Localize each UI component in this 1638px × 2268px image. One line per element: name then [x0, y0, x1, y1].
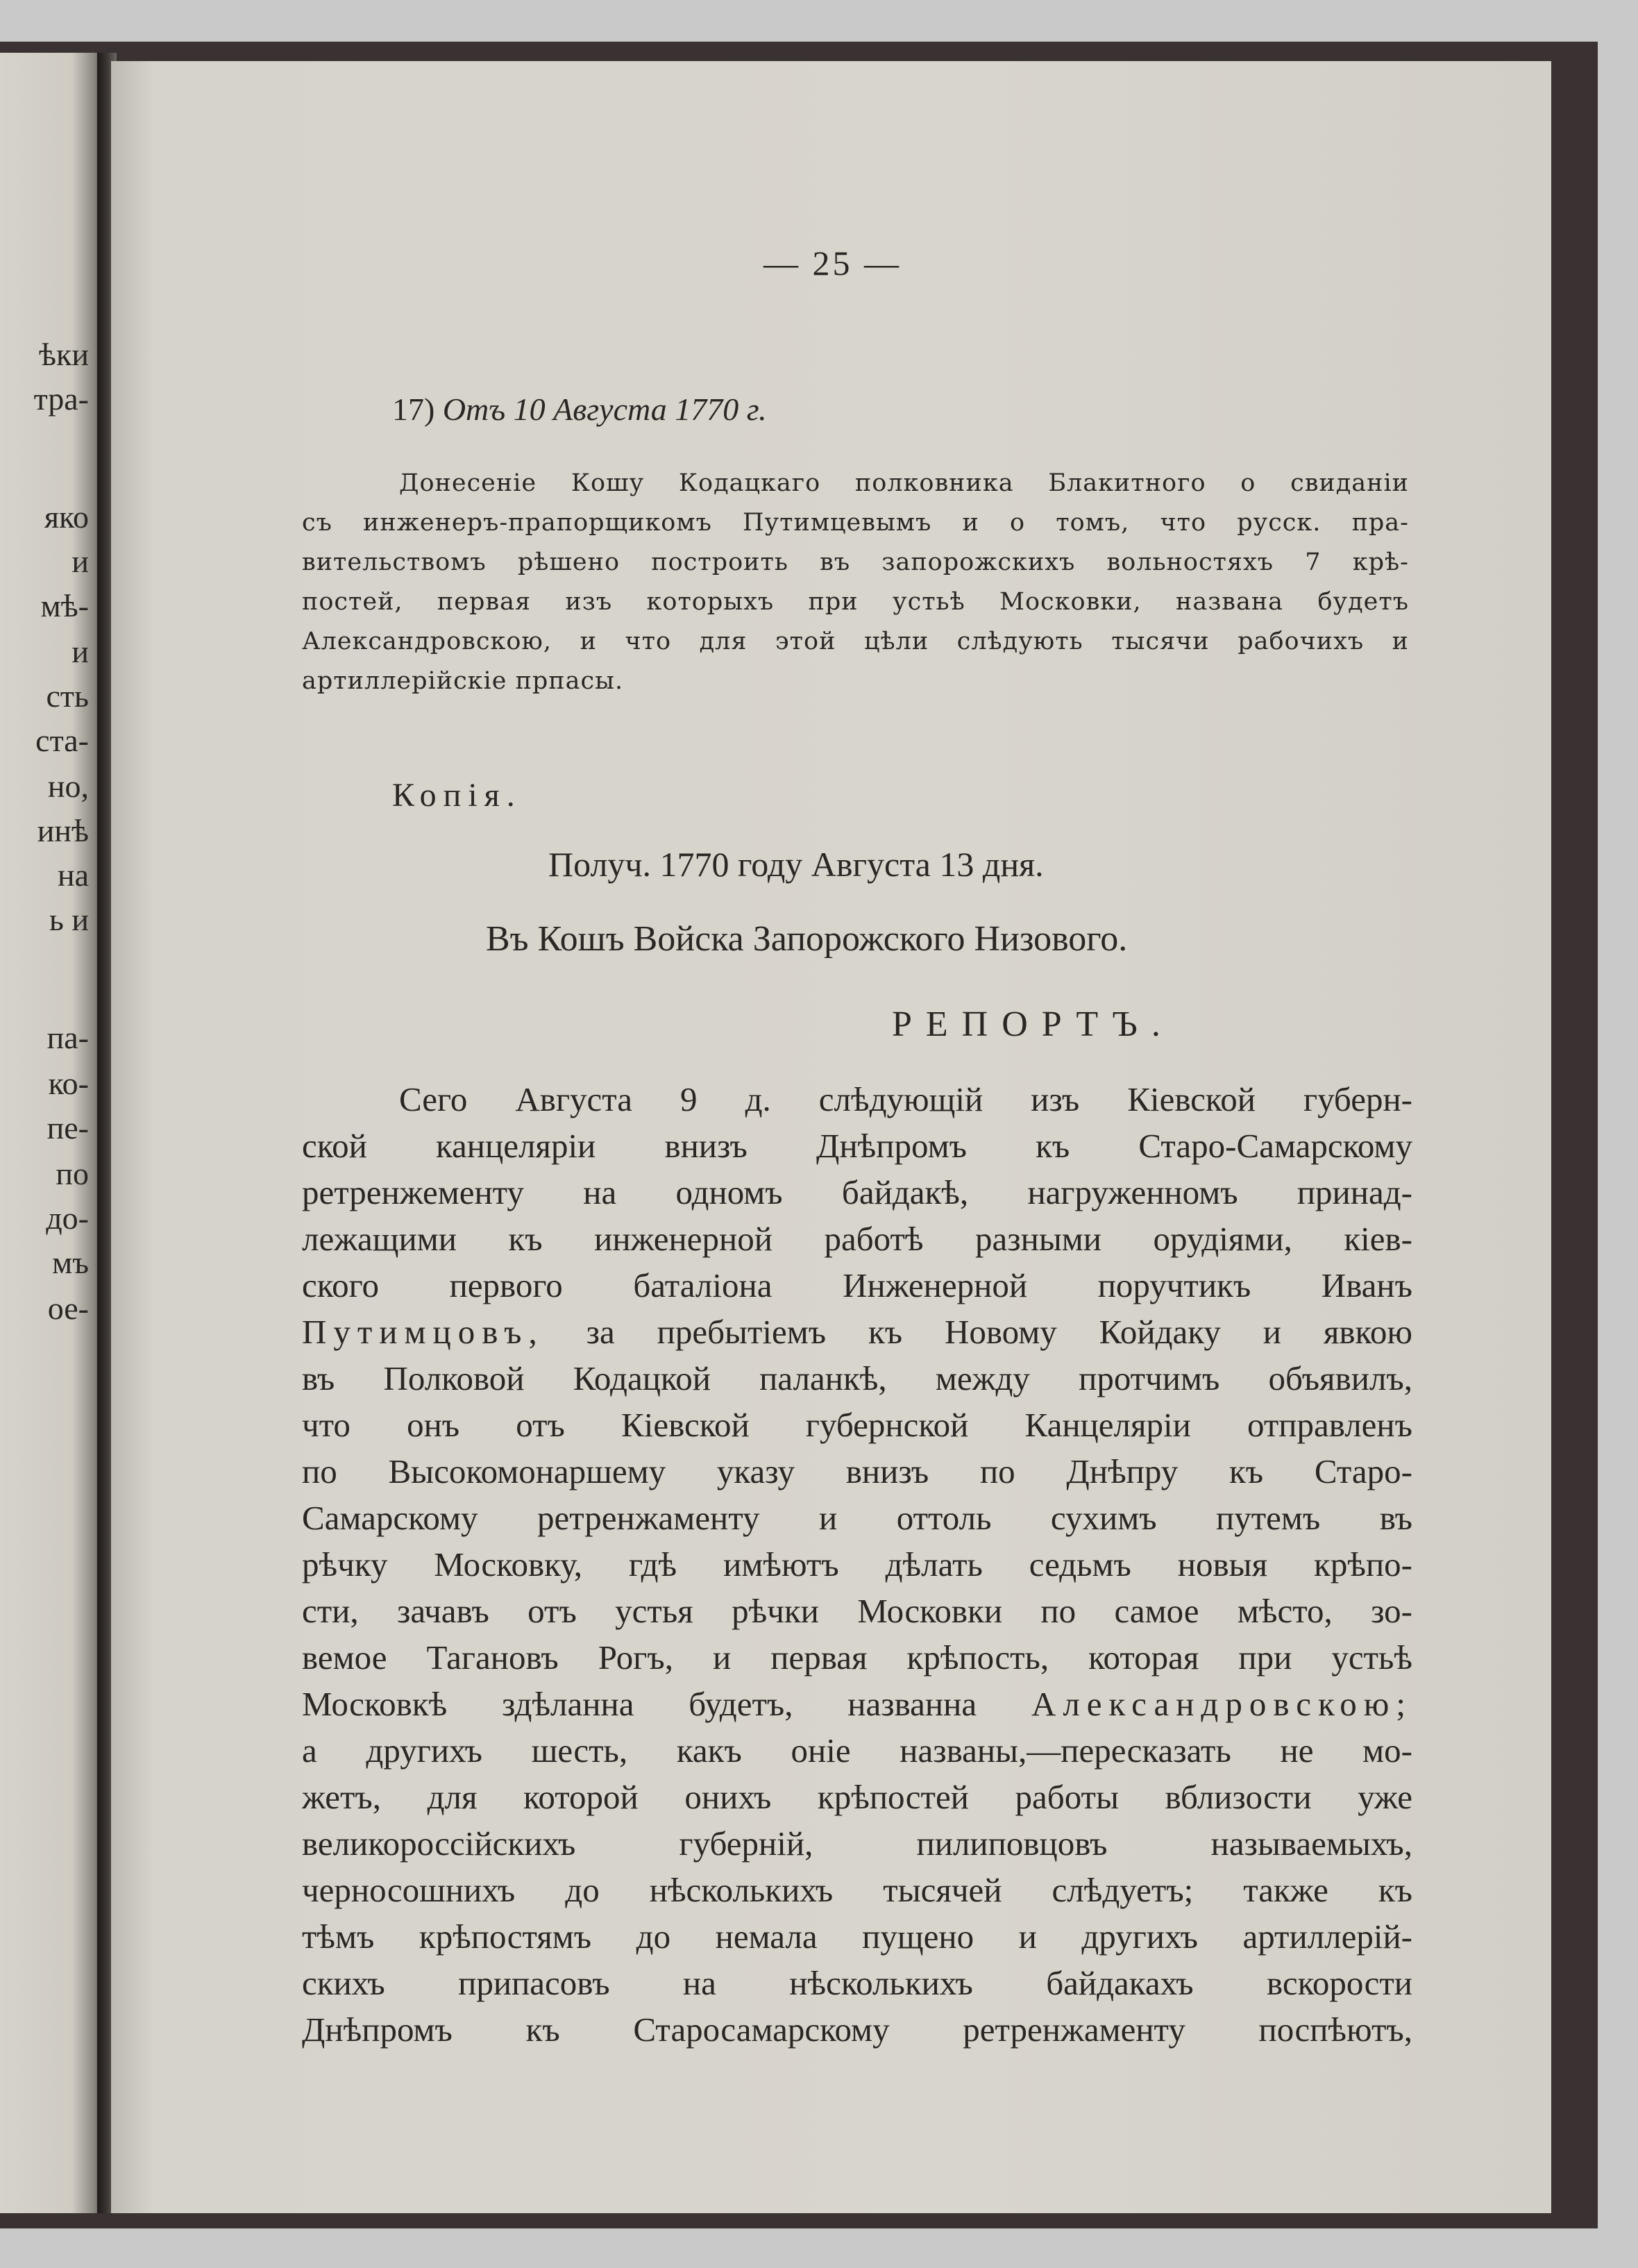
left-fragment: мъ: [52, 1245, 89, 1280]
left-fragment: пе-: [47, 1110, 89, 1145]
summary-line: Александровскою, и что для этой цѣли слѣдують тысячи рабочихъ и: [302, 628, 1409, 655]
book-page: [111, 61, 1551, 2213]
summary-line: артиллерійскіе прпасы.: [302, 667, 624, 695]
entry-number: 17): [392, 392, 435, 427]
body-line: [302, 1681, 1412, 1727]
left-fragment: и: [71, 634, 89, 669]
page-number: — 25 —: [763, 244, 902, 283]
person-name: Путимцовъ,: [302, 1313, 544, 1351]
body-line: а другихъ шесть, какъ оніе названы,—пересказать не мо-: [302, 1731, 1412, 1770]
copy-label: Копія.: [392, 777, 522, 814]
body-line: тѣмъ крѣпостямъ до немала пущено и другихъ артиллерій-: [302, 1917, 1412, 1956]
body-line: лежащими къ инженерной работѣ разными орудіями, кiев-: [302, 1220, 1412, 1258]
summary-line: съ инженеръ-прапорщикомъ Путимцевымъ и о томъ, что русск. пра-: [302, 509, 1409, 537]
body-line: рѣчку Московку, гдѣ имѣютъ дѣлать седьмъ новыя крѣпо-: [302, 1545, 1412, 1584]
body-line: Днѣпромъ къ Старосамарскому ретренжаменту поспѣютъ,: [302, 2010, 1412, 2049]
entry-date: Отъ 10 Августа 1770 г.: [442, 392, 767, 427]
left-fragment: и: [71, 544, 89, 579]
summary-line: Донесеніе Кошу Кодацкаго полковника Блакитного о свиданіи: [399, 469, 1409, 497]
body-line: [302, 1309, 1412, 1355]
left-fragment: ко-: [48, 1066, 89, 1101]
body-line-pre: Московкѣ здѣланна будетъ, названна: [302, 1685, 1031, 1723]
left-fragment: по: [56, 1156, 89, 1191]
left-fragment: ь и: [49, 902, 89, 937]
left-fragment: па-: [47, 1020, 89, 1055]
body-line: въ Полковой Кодацкой паланкѣ, между протчимъ объявилъ,: [302, 1359, 1412, 1397]
left-fragment: до-: [46, 1200, 89, 1236]
left-fragment: яко: [44, 499, 89, 535]
body-line: Сего Августа 9 д. слѣдующій изъ Кіевской губерн-: [399, 1080, 1412, 1118]
summary-line: постей, первая изъ которыхъ при устьѣ Московки, названа будетъ: [302, 588, 1409, 616]
left-fragment: мѣ-: [40, 588, 89, 623]
entry-heading: [392, 391, 767, 428]
body-line: по Высокомонаршему указу внизъ по Днѣпру къ Старо-: [302, 1452, 1412, 1490]
summary-line: вительствомъ рѣшено построить въ запорожскихъ вольностяхъ 7 крѣ-: [302, 548, 1409, 576]
left-fragment: но,: [47, 768, 89, 804]
body-line-rest: за пребытіемъ къ Новому Койдаку и явкою: [543, 1313, 1412, 1351]
left-fragment: ое-: [47, 1291, 89, 1326]
left-page-edge: [0, 53, 103, 2213]
fortress-name: Александровскою;: [1031, 1685, 1412, 1723]
body-line: сти, зачавъ отъ устья рѣчки Московки по самое мѣсто, зо-: [302, 1592, 1412, 1630]
entry-summary: [302, 464, 1409, 701]
left-fragment: тра-: [33, 381, 89, 417]
left-fragment: ста-: [35, 723, 89, 758]
body-line: что онъ отъ Кіевской губернской Канцеляріи отправленъ: [302, 1406, 1412, 1444]
left-fragment: инѣ: [37, 813, 89, 848]
left-fragment: ѣки: [39, 337, 89, 372]
body-line: черносошнихъ до нѣсколькихъ тысячей слѣдуетъ; также къ: [302, 1871, 1412, 1909]
body-line: вемое Тагановъ Рогъ, и первая крѣпость, которая при устьѣ: [302, 1638, 1412, 1677]
body-line: ретренжементу на одномъ байдакѣ, нагруженномъ принад-: [302, 1173, 1412, 1211]
body-line: ского первого баталіона Инженерной поручтикъ Иванъ: [302, 1266, 1412, 1304]
left-fragment: сть: [46, 678, 89, 714]
body-line: жетъ, для которой онихъ крѣпостей работы вблизости уже: [302, 1778, 1412, 1816]
document-title: РЕПОРТЪ.: [892, 1005, 1174, 1044]
body-line: ской канцеляріи внизъ Днѣпромъ къ Старо-Самарскому: [302, 1127, 1412, 1165]
body-line: скихъ припасовъ на нѣсколькихъ байдакахъ вскорости: [302, 1964, 1412, 2002]
addressee: Въ Кошъ Войска Запорожского Низового.: [486, 919, 1128, 959]
left-fragment: на: [57, 857, 89, 893]
received-note: Получ. 1770 году Августа 13 дня.: [548, 845, 1044, 884]
body-line: великороссійскихъ губерній, пилиповцовъ называемыхъ,: [302, 1824, 1412, 1863]
body-line: Самарскому ретренжаменту и оттоль сухимъ путемъ въ: [302, 1499, 1412, 1537]
report-body: [302, 1076, 1412, 2053]
